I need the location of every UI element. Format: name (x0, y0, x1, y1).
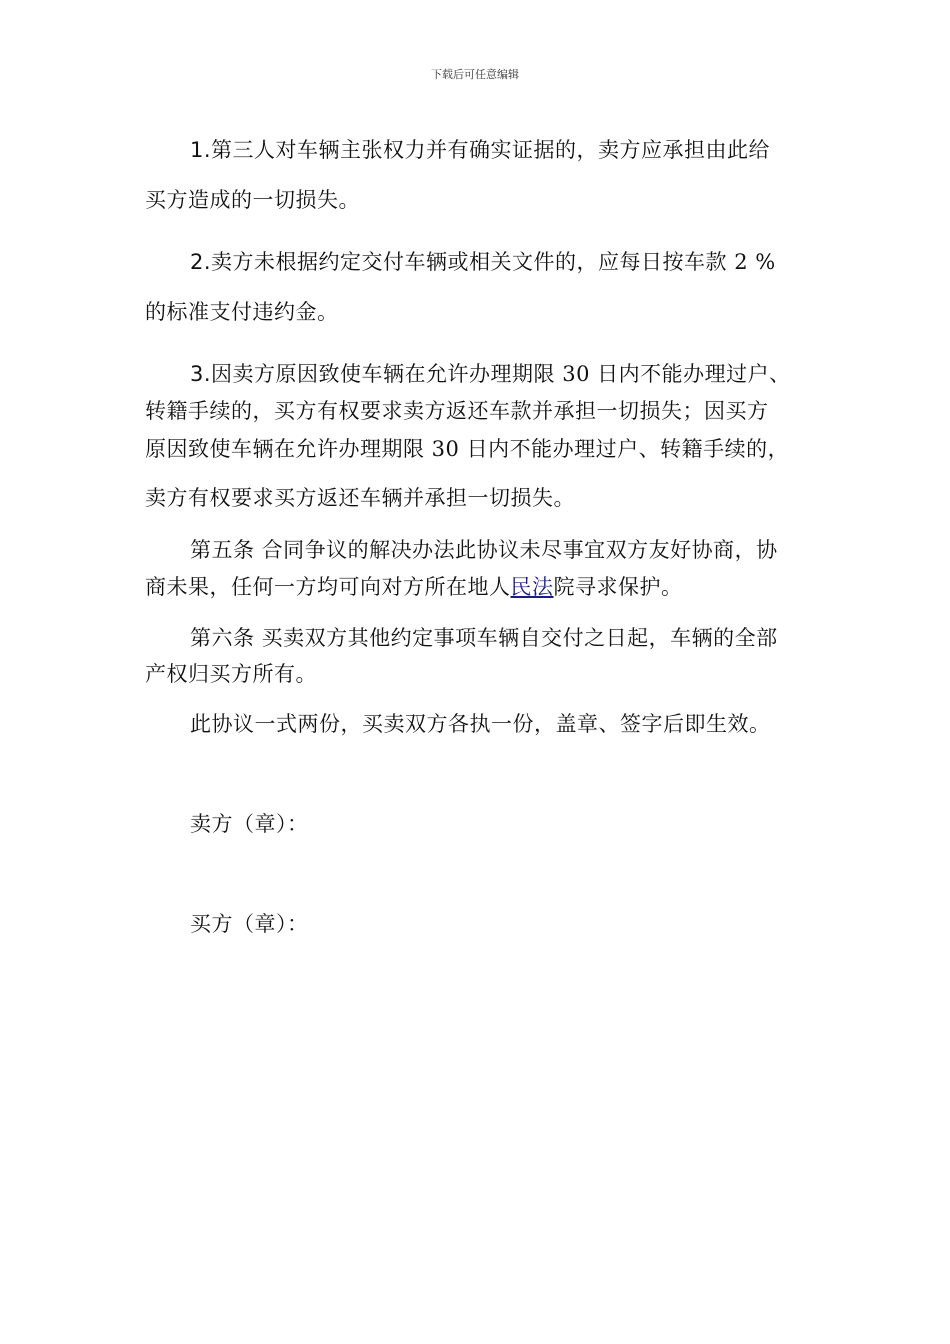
clause-1-line-2: 买方造成的一切损失。 (145, 188, 360, 212)
closing-statement: 此协议一式两份，买卖双方各执一份，盖章、签字后即生效。 (190, 712, 771, 736)
clause-1-number: 1. (190, 138, 212, 162)
clause-1-text: 第三人对车辆主张权力并有确实证据的，卖方应承担由此给 (211, 138, 771, 162)
article-5-text-after-link: 院寻求保护。 (553, 575, 683, 599)
clause-3-line-3: 原因致使车辆在允许办理期限 30 日内不能办理过户、转籍手续的， (145, 437, 790, 461)
seller-signature-label: 卖方（章）： (190, 812, 309, 836)
clause-3-number: 3. (190, 362, 212, 386)
clause-1-line-1 (190, 136, 770, 164)
page-header-note: 下载后可任意编辑 (431, 68, 519, 81)
article-6-line-2: 产权归买方所有。 (145, 662, 317, 686)
court-link[interactable]: 民法 (510, 575, 554, 599)
buyer-signature-label: 买方（章）： (190, 912, 309, 936)
article-5-line-1: 第五条 合同争议的解决办法此协议未尽事宜双方友好协商，协 (190, 538, 778, 562)
clause-2-text: 卖方未根据约定交付车辆或相关文件的，应每日按车款 2 % (211, 250, 776, 274)
article-5-line-2 (145, 573, 683, 601)
clause-2-line-1 (190, 248, 776, 276)
clause-3-line-1 (190, 360, 791, 388)
clause-2-number: 2. (190, 250, 212, 274)
clause-2-line-2: 的标准支付违约金。 (145, 300, 339, 324)
clause-3-text: 因卖方原因致使车辆在允许办理期限 30 日内不能办理过户、 (211, 362, 791, 386)
clause-3-line-2: 转籍手续的，买方有权要求卖方返还车款并承担一切损失；因买方 (145, 399, 769, 423)
article-5-text-before-link: 商未果，任何一方均可向对方所在地人 (145, 575, 511, 599)
clause-3-line-4: 卖方有权要求买方返还车辆并承担一切损失。 (145, 486, 575, 510)
article-6-line-1: 第六条 买卖双方其他约定事项车辆自交付之日起，车辆的全部 (190, 626, 778, 650)
